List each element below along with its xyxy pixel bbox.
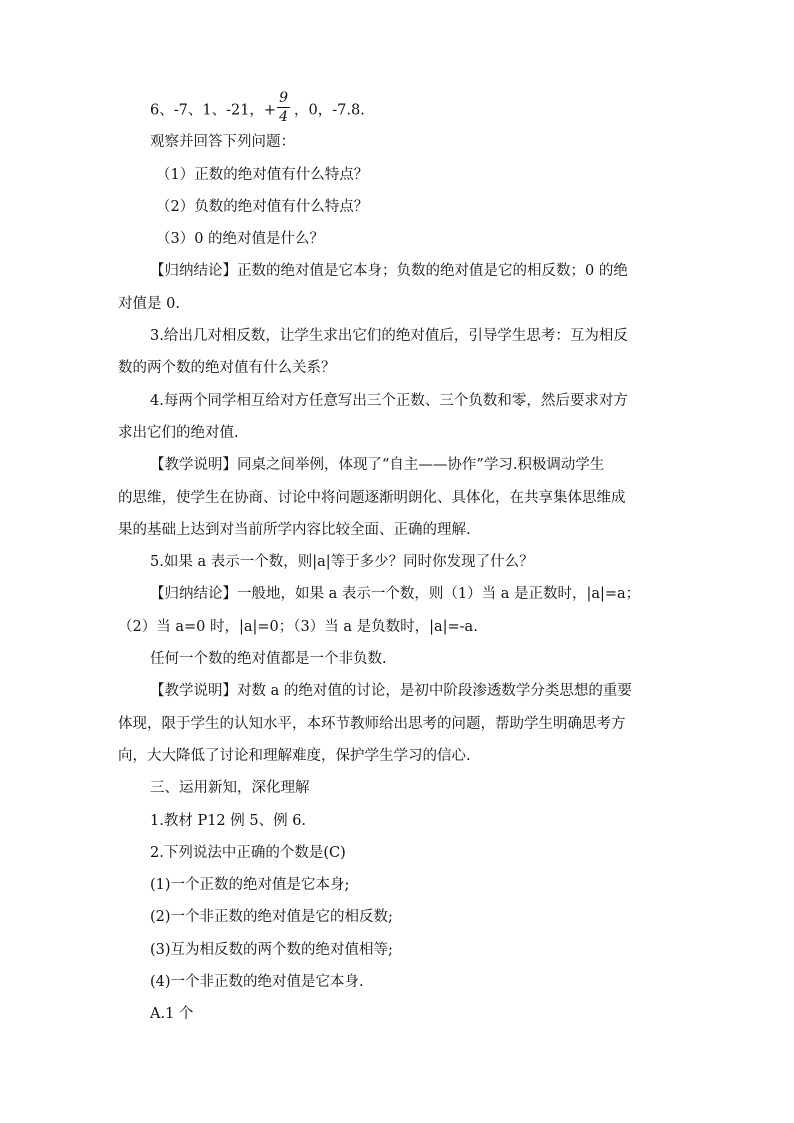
- list-item: (1)一个正数的绝对值是它本身;: [150, 877, 350, 894]
- section-heading: 三、运用新知，深化理解: [150, 780, 310, 797]
- paragraph-line: 2.下列说法中正确的个数是(C): [150, 844, 346, 861]
- list-item: (2)一个非正数的绝对值是它的相反数;: [150, 909, 393, 926]
- paragraph-line: 的思维，使学生在协商、讨论中将问题逐渐明朗化、具体化，在共享集体思维成: [118, 489, 626, 506]
- paragraph-line: 【归纳结论】正数的绝对值是它本身；负数的绝对值是它的相反数；0 的绝: [150, 263, 628, 280]
- number-list-prefix: 6、-7、1、-21，+: [150, 102, 277, 119]
- paragraph-line: （2）当 a=0 时，|a|=0；（3）当 a 是负数时，|a|=-a.: [118, 618, 478, 635]
- fraction-denominator: 4: [279, 109, 288, 125]
- paragraph-line: 对值是 0.: [118, 295, 180, 312]
- paragraph-line: 任何一个数的绝对值都是一个非负数.: [150, 651, 387, 668]
- paragraph-line: 向，大大降低了讨论和理解难度，保护学生学习的信心.: [118, 747, 471, 764]
- fraction-numerator: 9: [279, 90, 288, 106]
- paragraph-line: 【归纳结论】一般地，如果 a 表示一个数，则（1）当 a 是正数时，|a|=a；: [150, 586, 641, 603]
- question-line: （3）0 的绝对值是什么？: [156, 231, 325, 248]
- fraction-nine-fourths: [277, 91, 290, 124]
- list-item: (4)一个非正数的绝对值是它本身.: [150, 974, 364, 991]
- paragraph-line: 求出它们的绝对值.: [118, 424, 239, 441]
- paragraph-line: 【教学说明】对数 a 的绝对值的讨论，是初中阶段渗透数学分类思想的重要: [150, 683, 632, 700]
- paragraph-line: 4.每两个同学相互给对方任意写出三个正数、三个负数和零，然后要求对方: [150, 392, 628, 409]
- number-list-line: [118, 90, 678, 126]
- paragraph-line: 果的基础上达到对当前所学内容比较全面、正确的理解.: [118, 521, 471, 538]
- paragraph-line: 3.给出几对相反数，让学生求出它们的绝对值后，引导学生思考：互为相反: [150, 328, 628, 345]
- paragraph-line: 5.如果 a 表示一个数，则|a|等于多少？同时你发现了什么？: [150, 554, 534, 571]
- number-list-suffix: ，0，-7.8.: [294, 102, 365, 119]
- paragraph-line: 数的两个数的绝对值有什么关系？: [118, 360, 336, 377]
- question-line: （2）负数的绝对值有什么特点？: [156, 198, 369, 215]
- answer-option: A.1 个: [150, 1006, 194, 1023]
- paragraph-line: 【教学说明】同桌之间举例，体现了“自主——协作”学习.积极调动学生: [150, 457, 605, 474]
- paragraph-line: 观察并回答下列问题：: [150, 134, 295, 151]
- question-line: （1）正数的绝对值有什么特点？: [156, 166, 369, 183]
- list-item: (3)互为相反数的两个数的绝对值相等;: [150, 941, 393, 958]
- paragraph-line: 1.教材 P12 例 5、例 6.: [150, 812, 307, 829]
- document-body: [118, 90, 678, 1031]
- paragraph-line: 体现，限于学生的认知水平，本环节教师给出思考的问题，帮助学生明确思考方: [118, 715, 626, 732]
